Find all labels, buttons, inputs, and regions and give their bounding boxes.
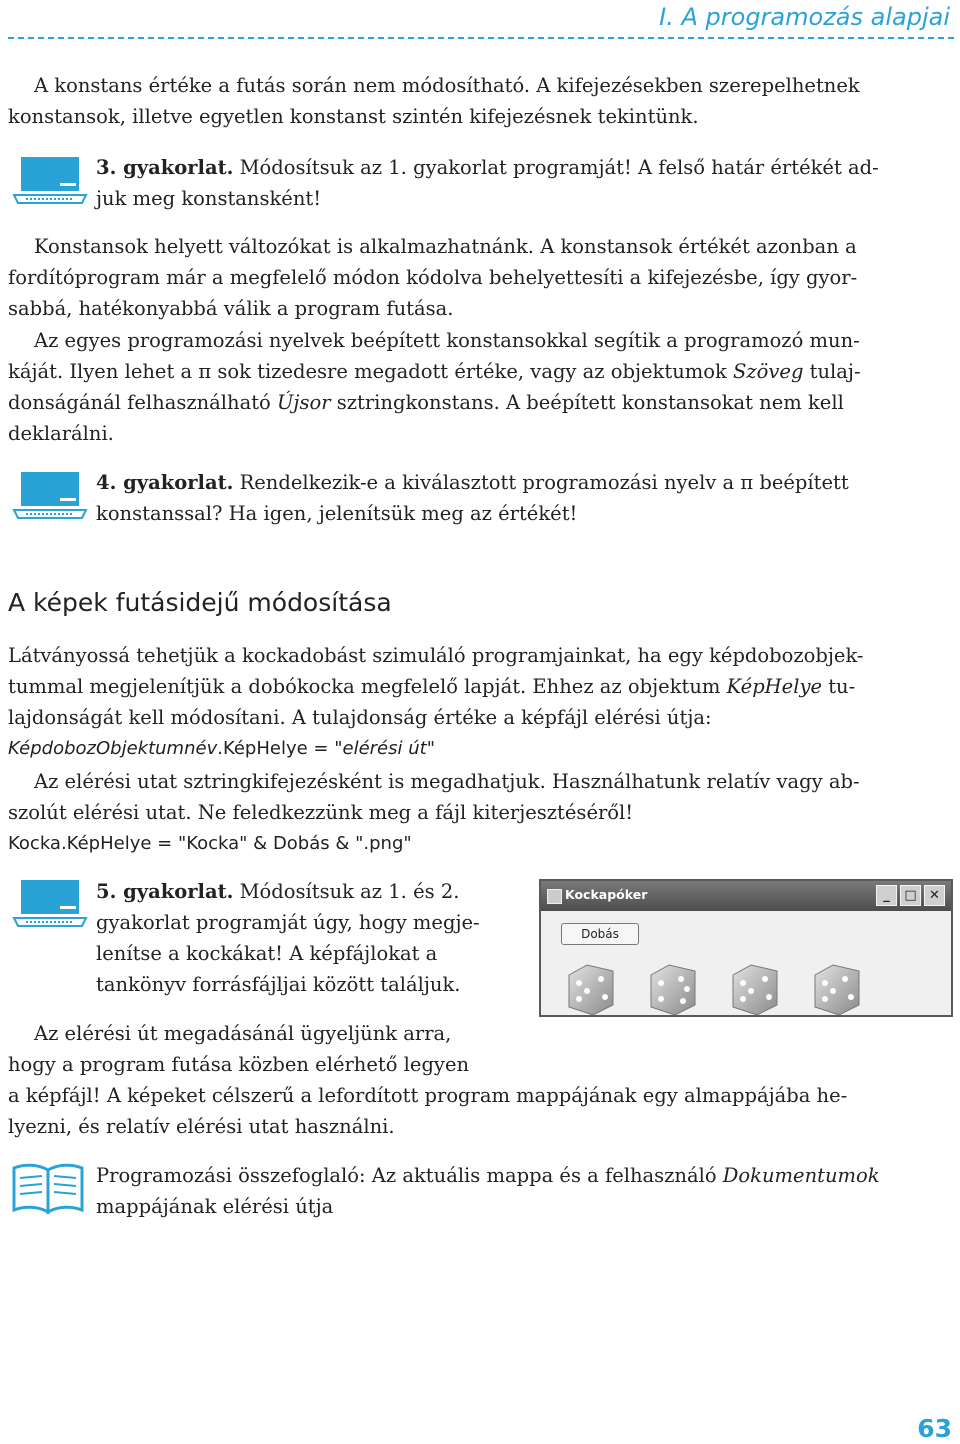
minimize-button[interactable]: _ xyxy=(876,885,897,906)
dobas-button[interactable]: Dobás xyxy=(561,923,639,945)
paragraph-1-line-3: sabbá, hatékonyabbá válik a program futása. xyxy=(8,297,454,320)
exercise-3 xyxy=(96,152,952,214)
intro-paragraph xyxy=(34,70,954,101)
paragraph-4 xyxy=(34,766,954,797)
exercise-5-text-3: lenítse a kockákat! A képfájlokat a xyxy=(96,942,438,965)
paragraph-4-line-1: Az elérési utat sztringkifejezésként is megadhatjuk. Használhatunk relatív vagy ab- xyxy=(34,770,860,793)
dokumentumok-term: Dokumentumok xyxy=(722,1164,880,1187)
exercise-3-label: 3. gyakorlat. xyxy=(96,156,234,179)
window-titlebar xyxy=(541,881,951,911)
summary xyxy=(96,1160,954,1222)
close-button[interactable]: ✕ xyxy=(924,885,945,906)
paragraph-3-line-3: lajdonságát kell módosítani. A tulajdonság értéke a képfájl elérési útja: xyxy=(8,706,712,729)
exercise-5-label: 5. gyakorlat. xyxy=(96,880,234,903)
paragraph-3-line-2a: tummal megjelenítjük a dobókocka megfelelő lapját. Ehhez az objektum xyxy=(8,675,727,698)
paragraph-5-line-2: hogy a program futása közben elérhető legyen xyxy=(8,1053,470,1076)
ujsor-term: Újsor xyxy=(276,391,331,414)
maximize-button[interactable]: □ xyxy=(900,885,921,906)
paragraph-5-cont xyxy=(8,1049,952,1142)
exercise-5 xyxy=(96,876,518,1000)
paragraph-2-line-1: Az egyes programozási nyelvek beépített konstansokkal segítik a programozó mun- xyxy=(34,329,860,352)
paragraph-3 xyxy=(8,640,952,764)
die-3 xyxy=(733,965,777,1015)
book-icon xyxy=(10,1160,86,1216)
exercise-4-text-2: konstanssal? Ha igen, jelenítsük meg az értékét! xyxy=(96,502,578,525)
summary-text-2: mappájának elérési útja xyxy=(96,1195,334,1218)
paragraph-1-line-2: fordítóprogram már a megfelelő módon kódolva behelyettesíti a kifejezésbe, így gyor- xyxy=(8,266,858,289)
exercise-3-text-1: Módosítsuk az 1. gyakorlat programját! A felső határ értékét ad- xyxy=(233,156,879,179)
kockapoker-window xyxy=(539,879,953,1017)
code-line-2: Kocka.KépHelye = "Kocka" & Dobás & ".png" xyxy=(8,833,412,854)
exercise-5-text-2: gyakorlat programját úgy, hogy megje- xyxy=(96,911,480,934)
paragraph-5-line-4: lyezni, és relatív elérési utat használni. xyxy=(8,1115,395,1138)
computer-icon xyxy=(12,155,88,205)
exercise-4 xyxy=(96,467,952,529)
dice-row xyxy=(565,961,945,1017)
exercise-4-text-1: Rendelkezik-e a kiválasztott programozási nyelv a π beépített xyxy=(233,471,849,494)
code-line-1: KépdobozObjektumnév.KépHelye = "elérési út" xyxy=(8,738,435,759)
paragraph-3-line-2b: tu- xyxy=(822,675,856,698)
chapter-title: I. A programozás alapjai xyxy=(659,3,950,31)
paragraph-1 xyxy=(34,231,954,262)
intro-line-2: konstansok, illetve egyetlen konstanst szintén kifejezésnek tekintünk. xyxy=(8,105,699,128)
paragraph-1-line-1: Konstansok helyett változókat is alkalmazhatnánk. A konstansok értékét azonban a xyxy=(34,235,857,258)
computer-icon xyxy=(12,470,88,520)
paragraph-2-line-3a: donságánál felhasználható xyxy=(8,391,277,414)
die-4 xyxy=(815,965,859,1015)
exercise-3-text-2: juk meg konstansként! xyxy=(96,187,322,210)
intro-line-1: A konstans értéke a futás során nem módosítható. A kifejezésekben szerepelhetnek xyxy=(34,74,860,97)
paragraph-3-line-1: Látványossá tehetjük a kockadobást szimuláló programjainkat, ha egy képdobozobjek- xyxy=(8,644,864,667)
exercise-4-label: 4. gyakorlat. xyxy=(96,471,234,494)
paragraph-5-line-1: Az elérési út megadásánál ügyeljünk arra, xyxy=(34,1022,452,1045)
paragraph-4-line-2: szolút elérési utat. Ne feledkezzünk meg a fájl kiterjesztéséről! xyxy=(8,801,634,824)
header-divider xyxy=(8,37,954,39)
page-number: 63 xyxy=(917,1414,952,1443)
window-title: Kockapóker xyxy=(565,887,648,902)
paragraph-2-cont xyxy=(8,356,952,449)
computer-icon xyxy=(12,878,88,928)
app-icon xyxy=(547,889,562,904)
die-1 xyxy=(569,965,613,1015)
paragraph-2-line-2: káját. Ilyen lehet a π sok tizedesre megadott értéke, vagy az objektumok xyxy=(8,360,734,383)
paragraph-2 xyxy=(34,325,954,356)
intro-paragraph-cont xyxy=(8,101,948,132)
exercise-5-text-1: Módosítsuk az 1. és 2. xyxy=(233,880,460,903)
exercise-5-text-4: tankönyv forrásfájljai között találjuk. xyxy=(96,973,461,996)
section-title: A képek futásidejű módosítása xyxy=(8,588,392,617)
die-2 xyxy=(651,965,695,1015)
kephelye-term: KépHelye xyxy=(726,675,823,698)
summary-text-1: Programozási összefoglaló: Az aktuális mappa és a felhasználó xyxy=(96,1164,723,1187)
paragraph-4-cont xyxy=(8,797,952,859)
paragraph-5 xyxy=(34,1018,524,1049)
paragraph-1-cont xyxy=(8,262,952,324)
paragraph-2-line-4: deklarálni. xyxy=(8,422,114,445)
paragraph-2-line-3b: sztringkonstans. A beépített konstansokat nem kell xyxy=(330,391,844,414)
szoveg-term: Szöveg xyxy=(733,360,804,383)
paragraph-5-line-3: a képfájl! A képeket célszerű a lefordított program mappájának egy almappájába he- xyxy=(8,1084,848,1107)
paragraph-2-line-2-end: tulaj- xyxy=(803,360,861,383)
